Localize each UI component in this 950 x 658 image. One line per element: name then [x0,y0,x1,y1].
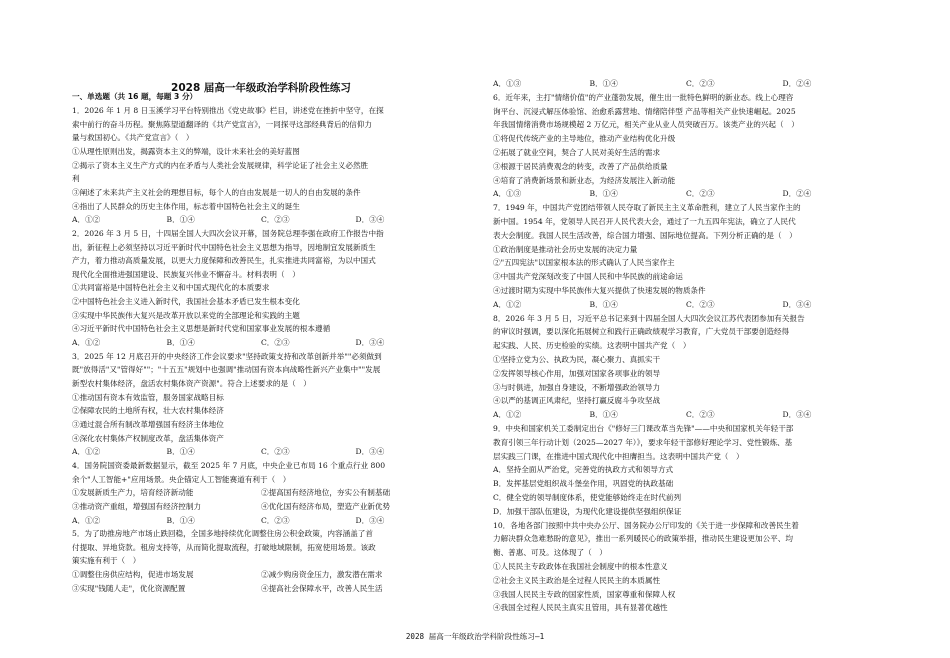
text-line: 层实践三门课，在推进中国式现代化中担膺担当。这表明中国共产党（ ） [493,451,744,461]
text-line: ③我国人民民主专政的国家性质，国家尊重和保障人权 [493,589,676,599]
answer-option: B．①④ [589,299,618,309]
answer-option: B．①④ [166,215,195,225]
text-line: 衡、普惠、可及。这体现了（ ） [493,548,607,558]
text-line: 策实施有利于（ ） [72,556,141,566]
text-line: A．坚持全面从严治党，完善党的执政方式和领导方式 [493,465,674,475]
page-title: 2028 届高一年级政治学科阶段性练习 [171,82,351,94]
answer-option: C．②③ [261,447,290,457]
text-line: 新型农村集体经济，盘活农村集体资产资源"。符合上述要求的是（ ） [72,379,311,388]
answer-option: A．①② [493,410,522,420]
text-line: 产力，着力推动高质量发展，以更大力度保障和改善民生，扎实推进共同富裕，为以中国式 [72,256,376,266]
text-line: 力解决群众急难愁盼的意见》，推出一系列暖民心的政策举措，推动民生建设更加公平、均 [493,534,793,544]
statement-pair [72,502,450,512]
answer-option: D．③④ [355,515,385,525]
text-line: ④指出了人民群众的历史主体作用，标志着中国特色社会主义的诞生 [72,201,300,211]
text-line: 10．各地各部门按照中共中央办公厅、国务院办公厅印发的《关于进一步保障和改善民生着 [493,520,799,530]
text-line: ①推动国有资本有效监管，服务国家战略目标 [72,392,224,402]
answer-option: B．①④ [166,447,195,457]
answer-option: A．①② [72,447,101,457]
text-line: 7．1949 年，中国共产党团结带领人民夺取了新民主主义革命胜利，建立了人民当家作主的 [493,203,801,213]
text-line: ②社会主义民主政治是全过程人民民主的本质属性 [493,575,661,585]
text-line: ②发挥领导核心作用，加强对国家各项事业的领导 [493,368,661,378]
statement: ④优化国有经济布局，塑造产业新优势 [261,501,391,511]
text-line: 教育引领三年行动计划（2025—2027 年）》，要求年轻干部修好理论学习、党性锻炼、基 [493,437,793,447]
answer-option: B．①④ [589,189,618,199]
answer-options [72,338,450,348]
answer-option: B．①④ [589,410,618,420]
text-line: 索中前行的奋斗历程。聚焦陈望道翻译的《共产党宣言》，一同探寻这部经典背后的信仰力 [72,119,372,129]
text-line: 量与救国初心。《共产党宣言》（ ） [72,133,194,143]
text-line: 9．中央和国家机关工委制定出台《"修好三门课改革当先锋"——中央和国家机关年轻干部 [493,424,794,433]
answer-option: D．②④ [782,79,812,88]
answer-options [493,300,879,310]
text-line: ④深化农村集体产权制度改革，盘活集体资产 [72,433,224,443]
text-line: ③中国共产党深刻改变了中国人民和中华民族的前途命运 [493,272,683,282]
text-line: ①共同富裕是中国特色社会主义和中国式现代化的本质要求 [72,283,270,293]
answer-option: A．①② [72,515,101,525]
answer-options [72,215,450,225]
text-line: 既"放得活"又"管得好""；"十五五"规划中也强调"推动国有资本向战略性新兴产业集中""发展 [72,365,381,375]
text-line: ③通过混合所有制改革增强国有经济主体地位 [72,419,224,429]
statement-pair [72,488,450,498]
text-line: 的审议时强调，要以深化拓展树立和践行正确政绩观学习教育，广大党员干部要创造经得 [493,327,790,337]
answer-option: A．①② [493,299,522,309]
answer-option: C．②③ [261,215,290,225]
answer-options [493,189,879,199]
answer-option: C．②③ [686,189,715,199]
text-line: ③与时俱进，加强自身建设，不断增强政治领导力 [493,382,661,392]
answer-option: C．②③ [686,79,715,88]
text-line: ④我国全过程人民民主真实且管用，具有显著优越性 [493,603,668,613]
text-line: ③阐述了未来共产主义社会的理想目标，每个人的自由发展是一切人的自由发展的条件 [72,187,361,197]
answer-option: A．①② [72,215,101,225]
text-line: B．发挥基层党组织战斗堡垒作用，巩固党的执政基础 [493,479,674,489]
answer-option: C．②③ [261,338,290,348]
text-line: 新中国。1954 年，党领导人民召开人民代表大会，通过了一九五四年宪法，确立了人民代 [493,217,796,226]
answer-options [72,447,450,457]
section-heading: 一、单选题（共 16 题，每题 3 分） [72,92,198,101]
answer-options [72,516,450,526]
statement-pair [72,570,450,580]
answer-option: D．③④ [782,410,812,420]
text-line: 6．近年来，主打"情绪价值"的产业蓬勃发展，催生出一批特色鲜明的新业态。线上心理咨 [493,92,794,102]
statement: ③推动资产重组，增强国有经济控制力 [72,501,202,511]
text-line: ①坚持立党为公、执政为民，凝心聚力、真抓实干 [493,355,661,364]
answer-option: B．①④ [589,79,618,88]
text-line: 1．2026 年 1 月 8 日玉溪学习平台特别推出《党史故事》栏目，讲述党在挫折中坚守，在探 [72,106,384,115]
text-line: ③根源于居民消费观念的转变，改善了产品供给质量 [493,161,668,171]
statement: ②减少购房资金压力，激发潜在需求 [261,570,383,580]
answer-option: A．①③ [493,189,522,199]
answer-option: A．①② [72,338,101,348]
statement: ③实现"钱随人走"，优化资源配置 [72,583,186,593]
text-line: 起实践、人民、历史检验的实绩。这表明中国共产党（ ） [493,341,691,351]
statement: ④提高社会保障水平，改善人民生活 [261,583,383,593]
text-line: 5．为了助推房地产市场止跌回稳，全国多地持续优化调整住房公积金政策，内容涵盖了首 [72,529,373,539]
text-line: ②"五四宪法"以国家根本法的形式确认了人民当家作主 [493,258,675,268]
answer-option: D．②④ [782,189,812,199]
answer-option: B．①④ [166,515,195,525]
text-line: 2．2026 年 3 月 5 日，十四届全国人大四次会议开幕，国务院总理李强在政府工作报告中指 [72,228,384,238]
answer-option: C．②③ [261,515,290,525]
answer-options [493,79,879,89]
text-line: 年我国情绪消费市场规模超 2 万亿元，相关产业从业人员突破百万。该类产业的兴起（ ） [493,120,799,130]
text-line: 付提取、异地贷款。租房支持等，从而简化提取流程，打破地域限制，拓宽使用场景。该政 [72,542,376,552]
answer-option: C．②③ [686,410,715,420]
text-line: 3．2025 年 12 月底召开的中央经济工作会议要求"坚持政策支持和改革创新并举""必须做到 [72,351,382,361]
answer-option: A．①③ [493,79,522,88]
answer-option: D．③④ [355,338,385,348]
answer-option: C．②③ [686,299,715,309]
text-line: 8．2026 年 3 月 5 日，习近平总书记来到十四届全国人大四次会议江苏代表团参加有关报告 [493,313,805,323]
answer-options [493,410,879,420]
answer-option: D．③④ [355,215,385,225]
text-line: 现代化全面推进强国建设、民族复兴伟业不懈奋斗。材料表明（ ） [72,269,300,279]
text-line: 利 [72,174,80,184]
text-line: ④培育了消费新场景和新业态，为经济发展注入新动能 [493,175,676,185]
text-line: D．加强干部队伍建设，为现代化建设提供坚强组织保证 [493,506,682,516]
text-line: ②保障农民的土地所有权，壮大农村集体经济 [72,406,224,416]
text-line: 询平台、沉浸式解压体验馆、治愈系露营地、情绪陪伴型 产品等相关产业快速崛起。2025 [493,106,796,116]
text-line: ③实现中华民族伟大复兴是改革开放以来党的全部理论和实践的主题 [72,310,300,320]
text-line: 表大会制度。我国人民生活改善，综合国力增强、国际地位提高。下列分析正确的是（ ） [493,230,797,240]
text-line: ②中国特色社会主义进入新时代，我国社会基本矛盾已发生根本变化 [72,297,300,307]
answer-option: D．③④ [355,447,385,457]
text-line: ①人民民主专政政体在我国社会制度中的根本性意义 [493,562,668,571]
text-line: ④以严的基调正风肃纪，坚持打赢反腐斗争攻坚战 [493,396,661,406]
text-line: ②揭示了资本主义生产方式的内在矛盾与人类社会发展规律，科学论证了社会主义必然胜 [72,160,369,170]
text-line: ①政治制度是推动社会历史发展的决定力量 [493,244,638,254]
text-line: C．健全党的领导制度体系，使党能够始终走在时代前列 [493,493,682,502]
answer-option: D．③④ [782,299,812,309]
answer-option: B．①④ [166,338,195,348]
text-line: ①将促代传统产业的主导地位，推动产业结构优化升级 [493,134,676,144]
text-line: ④习近平新时代中国特色社会主义思想是新时代党和国家事业发展的根本遵循 [72,324,331,334]
statement: ①发展新质生产力，培育经济新动能 [72,488,194,498]
statement: ①调整住房供应结构，促进市场发展 [72,570,194,580]
page-footer: 2028 届高一年级政治学科阶段性练习—1 [405,632,545,641]
text-line: 出，新征程上必须坚持以习近平新时代中国特色社会主义思想为指导，因地制宜发展新质生 [72,242,376,252]
text-line: 余个"人工智能+"应用场景。央企锚定人工智能赛道有利于（ ） [72,474,291,484]
statement-pair [72,584,450,594]
text-line: 4．国务院国资委最新数据显示，截至 2025 年 7 月底，中央企业已布局 16 个重点行业 800 [72,460,386,470]
text-line: ②拓展了就业空间，契合了人民对美好生活的需求 [493,148,661,157]
statement: ②提高国有经济地位，夯实公有制基础 [261,488,391,498]
text-line: ①从理性原则出发，揭露资本主义的弊端，设计未来社会的美好蓝图 [72,146,300,156]
text-line: ④过渡时期为实现中华民族伟大复兴提供了快速发展的物质条件 [493,286,706,295]
